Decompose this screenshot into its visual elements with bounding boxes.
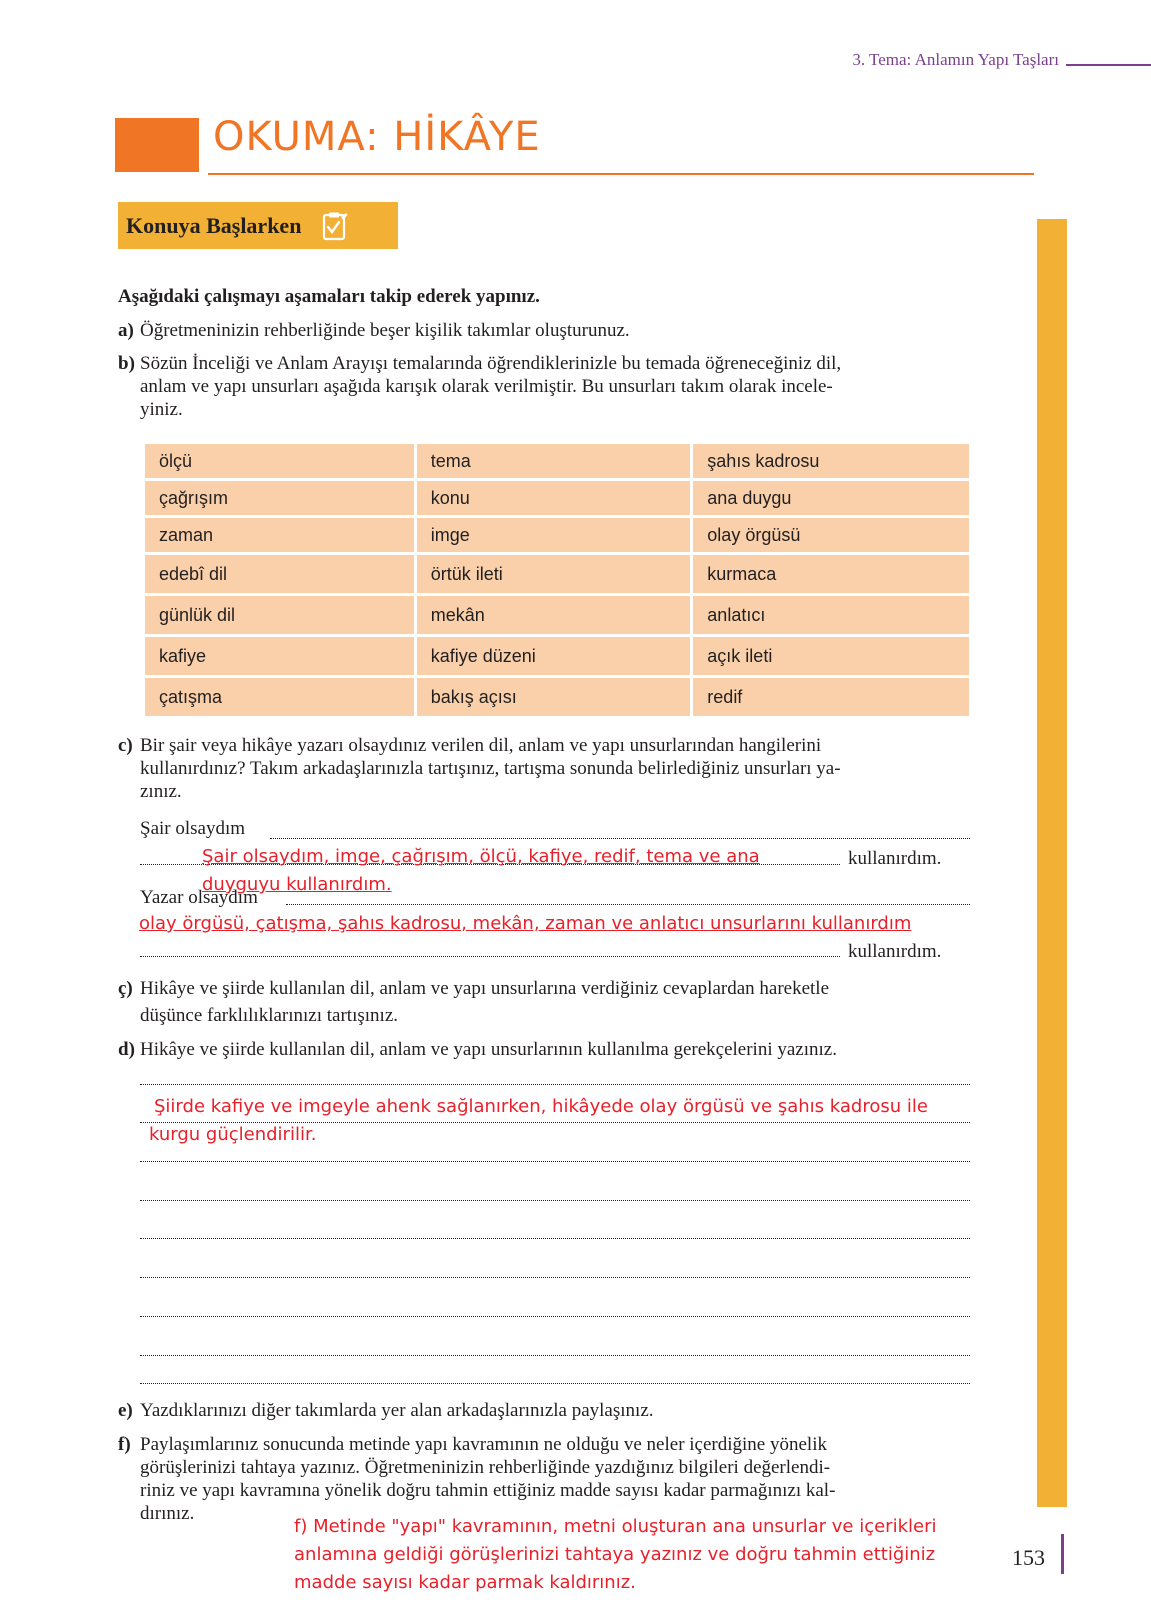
table-row <box>145 596 969 634</box>
item-a-text: Öğretmeninizin rehberliğinde beşer kişilik takımlar oluşturunuz. <box>140 320 630 341</box>
handwritten-yazar-answer: olay örgüsü, çatışma, şahıs kadrosu, mekân, zaman ve anlatıcı unsurlarını kullanırdım <box>139 913 912 934</box>
item-c-cedilla-line: düşünce farklılıklarınızı tartışınız. <box>140 1005 399 1026</box>
item-f-line: riniz ve yapı kavramına yönelik doğru tahmin ettiğiniz madde sayısı kadar parmağınızı kal- <box>140 1480 836 1501</box>
handwritten-sair-answer: duyguyu kullanırdım. <box>202 874 392 895</box>
item-d-label: d) <box>118 1039 135 1060</box>
section-tab <box>118 202 398 249</box>
table-cell: redif <box>693 678 969 716</box>
theme-header: 3. Tema: Anlamın Yapı Taşları <box>852 50 1059 69</box>
answer-line[interactable] <box>286 904 970 905</box>
item-b-line: yiniz. <box>140 399 183 420</box>
instruction-heading: Aşağıdaki çalışmayı aşamaları takip ederek yapınız. <box>118 286 540 307</box>
item-c-cedilla-label: ç) <box>118 978 133 999</box>
item-f-label: f) <box>118 1434 131 1455</box>
handwritten-d-answer: kurgu güçlendirilir. <box>149 1124 317 1145</box>
yazar-prompt: Yazar olsaydım <box>140 887 258 908</box>
answer-line[interactable] <box>140 1084 970 1085</box>
answer-line[interactable] <box>140 1161 970 1162</box>
page-number-rule <box>1061 1534 1064 1574</box>
table-cell: imge <box>417 518 691 552</box>
item-b-label: b) <box>118 353 135 374</box>
item-b-line: anlam ve yapı unsurları aşağıda karışık olarak verilmiştir. Bu unsurları takım olarak incele- <box>140 376 833 397</box>
table-row <box>145 518 969 552</box>
page-number: 153 <box>1012 1545 1045 1570</box>
table-cell: ana duygu <box>693 481 969 515</box>
header-rule <box>1066 64 1151 66</box>
section-tab-label: Konuya Başlarken <box>126 212 302 238</box>
title-color-block <box>115 118 199 172</box>
table-cell: anlatıcı <box>693 596 969 634</box>
table-cell: zaman <box>145 518 414 552</box>
handwritten-f-answer: anlamına geldiği görüşlerinizi tahtaya yazınız ve doğru tahmin ettiğiniz <box>294 1544 936 1565</box>
answer-line[interactable] <box>140 1277 970 1278</box>
table-cell: kurmaca <box>693 555 969 593</box>
title-rule <box>208 173 1034 175</box>
item-c-line: Bir şair veya hikâye yazarı olsaydınız verilen dil, anlam ve yapı unsurlarından hangilerini <box>140 735 822 756</box>
item-c-line: zınız. <box>140 781 182 802</box>
table-cell: örtük ileti <box>417 555 691 593</box>
item-a-label: a) <box>118 320 134 341</box>
terms-table <box>142 441 972 719</box>
table-cell: kafiye <box>145 637 414 675</box>
table-cell: şahıs kadrosu <box>693 444 969 478</box>
handwritten-f-answer: madde sayısı kadar parmak kaldırınız. <box>294 1572 636 1593</box>
item-e-text: Yazdıklarınızı diğer takımlarda yer alan arkadaşlarınızla paylaşınız. <box>140 1400 654 1421</box>
table-cell: açık ileti <box>693 637 969 675</box>
table-cell: ölçü <box>145 444 414 478</box>
table-cell: çatışma <box>145 678 414 716</box>
item-c-line: kullanırdınız? Takım arkadaşlarınızla tartışınız, tartışma sonunda belirlediğiniz unsurları ya- <box>140 758 841 779</box>
sair-prompt: Şair olsaydım <box>140 818 246 839</box>
answer-line[interactable] <box>140 1355 970 1356</box>
table-row <box>145 555 969 593</box>
table-row <box>145 481 969 515</box>
item-b-line: Sözün İnceliği ve Anlam Arayışı temalarında öğrendiklerinizle bu temada öğreneceğiniz dil, <box>140 353 842 374</box>
answer-line[interactable] <box>140 956 840 957</box>
table-cell: çağrışım <box>145 481 414 515</box>
answer-line[interactable] <box>140 1200 970 1201</box>
handwritten-d-answer: Şiirde kafiye ve imgeyle ahenk sağlanırken, hikâyede olay örgüsü ve şahıs kadrosu ile <box>154 1096 928 1117</box>
kullanirdim-label: kullanırdım. <box>848 848 942 869</box>
handwritten-f-answer: f) Metinde "yapı" kavramının, metni oluşturan ana unsurlar ve içerikleri <box>294 1516 937 1537</box>
side-color-bar <box>1037 219 1067 1507</box>
answer-line[interactable] <box>140 1383 970 1384</box>
table-row <box>145 637 969 675</box>
item-f-line: dırınız. <box>140 1503 195 1524</box>
terms-table-body <box>145 444 969 716</box>
answer-line[interactable] <box>140 1122 970 1123</box>
answer-line[interactable] <box>270 838 970 839</box>
handwritten-sair-answer: Şair olsaydım, imge, çağrışım, ölçü, kafiye, redif, tema ve ana <box>202 846 760 867</box>
item-f-line: görüşlerinizi tahtaya yazınız. Öğretmeninizin rehberliğinde yazdığınız bilgileri değerlendi- <box>140 1457 831 1478</box>
kullanirdim-label: kullanırdım. <box>848 941 942 962</box>
item-c-cedilla-line: Hikâye ve şiirde kullanılan dil, anlam ve yapı unsurlarına verdiğiniz cevaplardan hareketle <box>140 978 830 999</box>
answer-line[interactable] <box>140 1316 970 1317</box>
answer-line[interactable] <box>140 1238 970 1239</box>
table-row <box>145 678 969 716</box>
item-c-label: c) <box>118 735 133 756</box>
table-cell: edebî dil <box>145 555 414 593</box>
table-cell: kafiye düzeni <box>417 637 691 675</box>
table-cell: günlük dil <box>145 596 414 634</box>
table-cell: bakış açısı <box>417 678 691 716</box>
table-cell: mekân <box>417 596 691 634</box>
page-title: OKUMA: HİKÂYE <box>213 114 541 160</box>
item-e-label: e) <box>118 1400 133 1421</box>
clipboard-check-icon <box>321 211 349 241</box>
table-cell: konu <box>417 481 691 515</box>
item-f-line: Paylaşımlarınız sonucunda metinde yapı kavramının ne olduğu ve neler içerdiğine yönelik <box>140 1434 827 1455</box>
item-d-text: Hikâye ve şiirde kullanılan dil, anlam ve yapı unsurlarının kullanılma gerekçelerini yazınız. <box>140 1039 837 1060</box>
table-row <box>145 444 969 478</box>
table-cell: olay örgüsü <box>693 518 969 552</box>
table-cell: tema <box>417 444 691 478</box>
